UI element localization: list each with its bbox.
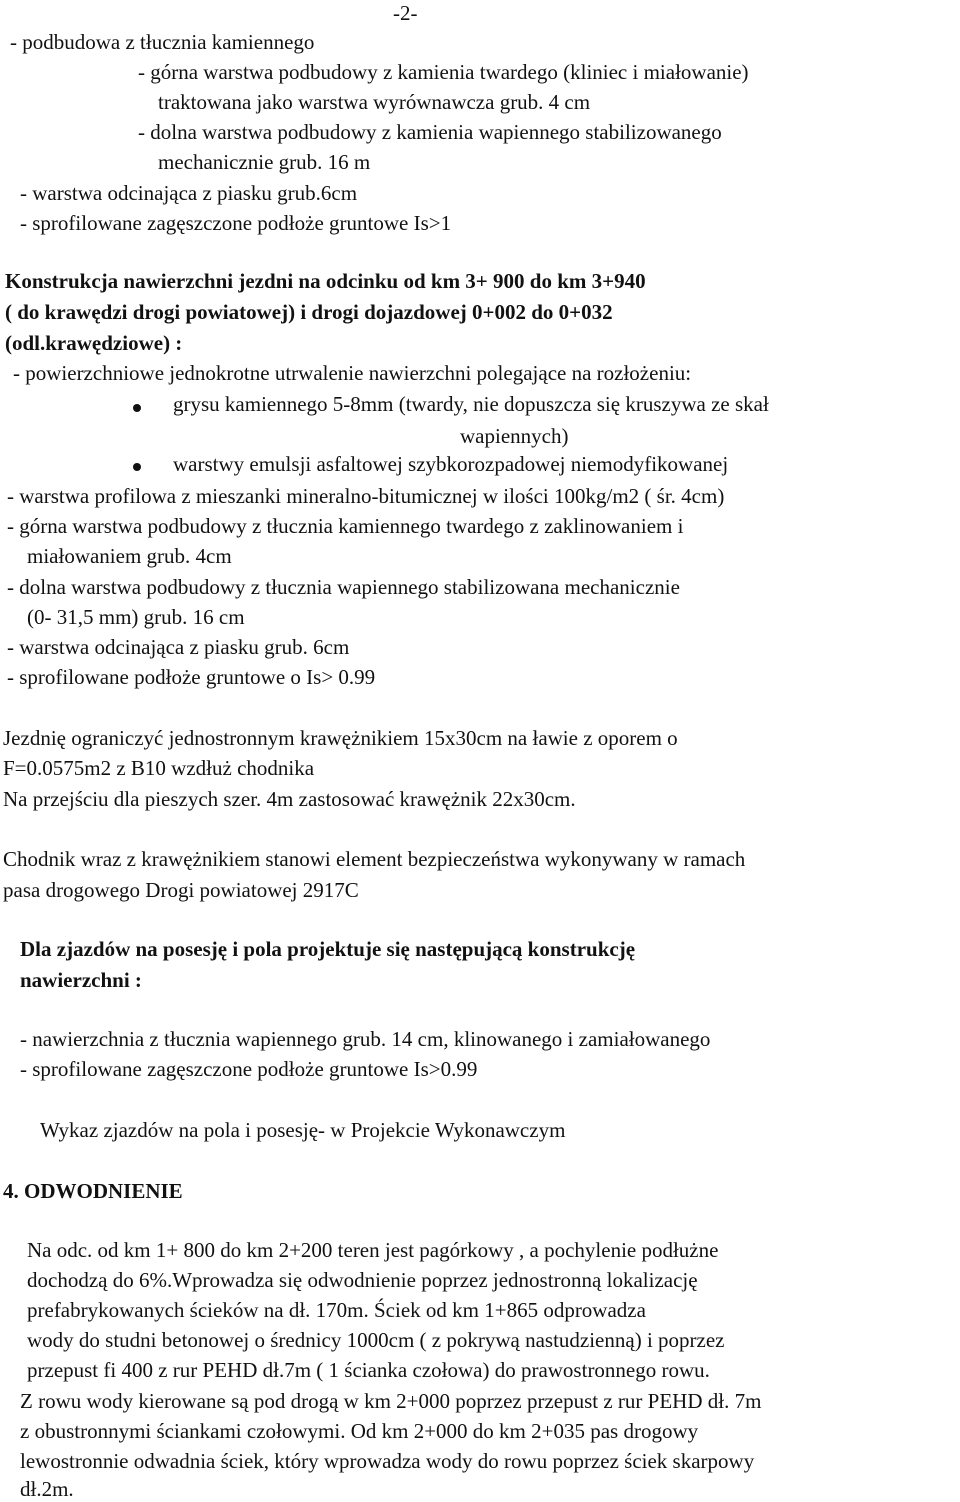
list-item: - sprofilowane zagęszczone podłoże gruntowe Is>1	[20, 211, 452, 235]
bullet-icon	[133, 463, 141, 471]
list-item: grysu kamiennego 5-8mm (twardy, nie dopuszcza się kruszywa ze skał	[173, 392, 769, 416]
bullet-icon	[133, 404, 141, 412]
list-item: (0- 31,5 mm) grub. 16 cm	[27, 605, 245, 629]
paragraph-line: Na przejściu dla pieszych szer. 4m zastosować krawężnik 22x30cm.	[3, 787, 576, 811]
paragraph-line: Na odc. od km 1+ 800 do km 2+200 teren jest pagórkowy , a pochylenie podłużne	[27, 1238, 719, 1262]
paragraph-line: z obustronnymi ściankami czołowymi. Od km 2+000 do km 2+035 pas drogowy	[20, 1419, 699, 1443]
section-heading: Dla zjazdów na posesję i pola projektuje się następującą konstrukcję	[20, 937, 636, 961]
list-item: - nawierzchnia z tłucznia wapiennego grub. 14 cm, klinowanego i zamiałowanego	[20, 1027, 711, 1051]
section-heading: (odl.krawędziowe) :	[5, 331, 183, 355]
paragraph-line: prefabrykowanych ścieków na dł. 170m. Ściek od km 1+865 odprowadza	[27, 1298, 646, 1322]
paragraph-line: Chodnik wraz z krawężnikiem stanowi element bezpieczeństwa wykonywany w ramach	[3, 847, 746, 871]
list-item: mechanicznie grub. 16 m	[158, 150, 371, 174]
list-item: - sprofilowane zagęszczone podłoże gruntowe Is>0.99	[20, 1057, 478, 1081]
list-item: - dolna warstwa podbudowy z kamienia wapiennego stabilizowanego	[138, 120, 722, 144]
list-item: - warstwa odcinająca z piasku grub.6cm	[20, 181, 358, 205]
list-item: - podbudowa z tłucznia kamiennego	[10, 30, 315, 54]
paragraph-line: Wykaz zjazdów na pola i posesję- w Projekcie Wykonawczym	[40, 1118, 566, 1142]
list-item: - powierzchniowe jednokrotne utrwalenie nawierzchni polegające na rozłożeniu:	[13, 361, 692, 385]
paragraph-line: F=0.0575m2 z B10 wzdłuż chodnika	[3, 756, 315, 780]
section-heading: ( do krawędzi drogi powiatowej) i drogi dojazdowej 0+002 do 0+032	[5, 300, 613, 324]
list-item: wapiennych)	[460, 424, 569, 448]
paragraph-line: Z rowu wody kierowane są pod drogą w km 2+000 poprzez przepust z rur PEHD dł. 7m	[20, 1389, 762, 1413]
list-item: warstwy emulsji asfaltowej szybkorozpadowej niemodyfikowanej	[173, 452, 729, 476]
paragraph-line: przepust fi 400 z rur PEHD dł.7m ( 1 ścianka czołowa) do prawostronnego rowu.	[27, 1358, 710, 1382]
page-number: -2-	[393, 1, 418, 25]
paragraph-line: Jezdnię ograniczyć jednostronnym krawężnikiem 15x30cm na ławie z oporem o	[3, 726, 678, 750]
list-item: - warstwa profilowa z mieszanki mineralno-bitumicznej w ilości 100kg/m2 ( śr. 4cm)	[7, 484, 725, 508]
paragraph-line: dochodzą do 6%.Wprowadza się odwodnienie poprzez jednostronną lokalizację	[27, 1268, 698, 1292]
list-item: - górna warstwa podbudowy z kamienia twardego (kliniec i miałowanie)	[138, 60, 749, 84]
section-heading: nawierzchni :	[20, 968, 142, 992]
section-heading: Konstrukcja nawierzchni jezdni na odcinku od km 3+ 900 do km 3+940	[5, 269, 646, 293]
paragraph-line: pasa drogowego Drogi powiatowej 2917C	[3, 878, 359, 902]
paragraph-line: lewostronnie odwadnia ściek, który wprowadza wody do rowu poprzez ściek skarpowy	[20, 1449, 755, 1473]
list-item: - warstwa odcinająca z piasku grub. 6cm	[7, 635, 350, 659]
section-heading: 4. ODWODNIENIE	[3, 1179, 183, 1203]
list-item: traktowana jako warstwa wyrównawcza grub. 4 cm	[158, 90, 591, 114]
list-item: - dolna warstwa podbudowy z tłucznia wapiennego stabilizowana mechanicznie	[7, 575, 680, 599]
paragraph-line: wody do studni betonowej o średnicy 1000cm ( z pokrywą nastudzienną) i poprzez	[27, 1328, 725, 1352]
list-item: miałowaniem grub. 4cm	[27, 544, 232, 568]
paragraph-line: dł.2m.	[20, 1477, 74, 1501]
list-item: - górna warstwa podbudowy z tłucznia kamiennego twardego z zaklinowaniem i	[7, 514, 684, 538]
list-item: - sprofilowane podłoże gruntowe o Is> 0.99	[7, 665, 376, 689]
